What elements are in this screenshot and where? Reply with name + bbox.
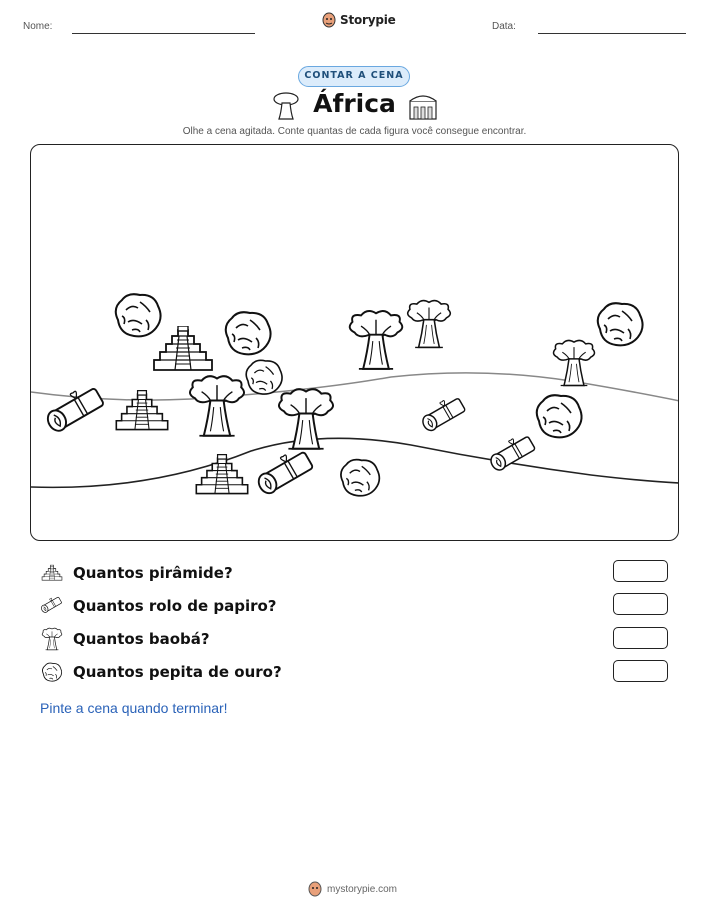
counting-scene[interactable] bbox=[30, 144, 679, 541]
ruins-title-icon bbox=[407, 93, 439, 121]
nugget-icon[interactable] bbox=[336, 456, 384, 499]
question-text: Quantos baobá? bbox=[73, 630, 210, 648]
coloring-note: Pinte a cena quando terminar! bbox=[40, 700, 228, 716]
scroll-icon[interactable] bbox=[44, 382, 110, 444]
baobab-icon[interactable] bbox=[343, 309, 409, 371]
site-footer bbox=[308, 881, 397, 897]
answer-box[interactable] bbox=[613, 593, 668, 615]
instructions: Olhe a cena agitada. Conte quantas de cada figura você consegue encontrar. bbox=[182, 126, 527, 137]
pyramid-icon[interactable] bbox=[111, 390, 173, 432]
date-line[interactable] bbox=[538, 33, 686, 34]
question-row bbox=[40, 660, 282, 684]
site-url[interactable]: mystorypie.com bbox=[327, 883, 398, 895]
question-text: Quantos pirâmide? bbox=[73, 564, 233, 582]
page-title: África bbox=[313, 89, 396, 118]
nugget-icon bbox=[40, 660, 64, 684]
storypie-mascot-icon bbox=[322, 12, 336, 28]
baobab-icon[interactable] bbox=[549, 338, 599, 388]
scroll-icon bbox=[40, 594, 64, 618]
baobab-icon bbox=[40, 627, 64, 651]
answer-box[interactable] bbox=[613, 560, 668, 582]
pyramid-icon[interactable] bbox=[148, 326, 218, 372]
scroll-icon[interactable] bbox=[255, 448, 319, 504]
activity-badge: CONTAR A CENA bbox=[298, 66, 410, 87]
pyramid-icon[interactable] bbox=[191, 454, 253, 496]
storypie-mascot-icon bbox=[308, 881, 322, 897]
name-label: Nome: bbox=[23, 21, 53, 32]
nugget-icon[interactable] bbox=[220, 308, 276, 358]
baobab-icon[interactable] bbox=[403, 297, 455, 351]
question-text: Quantos rolo de papiro? bbox=[73, 597, 277, 615]
date-label: Data: bbox=[492, 21, 516, 32]
question-row bbox=[40, 561, 233, 585]
brand-logo bbox=[322, 12, 396, 28]
baobab-icon[interactable] bbox=[184, 373, 250, 439]
scroll-icon[interactable] bbox=[488, 433, 540, 479]
pyramid-icon bbox=[40, 561, 64, 585]
question-row bbox=[40, 627, 210, 651]
brand-name: Storypie bbox=[340, 13, 396, 27]
question-text: Quantos pepita de ouro? bbox=[73, 663, 282, 681]
answer-box[interactable] bbox=[613, 660, 668, 682]
name-line[interactable] bbox=[72, 33, 255, 34]
baobab-icon[interactable] bbox=[273, 386, 339, 452]
answer-box[interactable] bbox=[613, 627, 668, 649]
nugget-icon[interactable] bbox=[592, 299, 648, 349]
baobab-title-icon bbox=[271, 91, 301, 121]
scroll-icon[interactable] bbox=[420, 395, 470, 439]
question-row bbox=[40, 594, 277, 618]
